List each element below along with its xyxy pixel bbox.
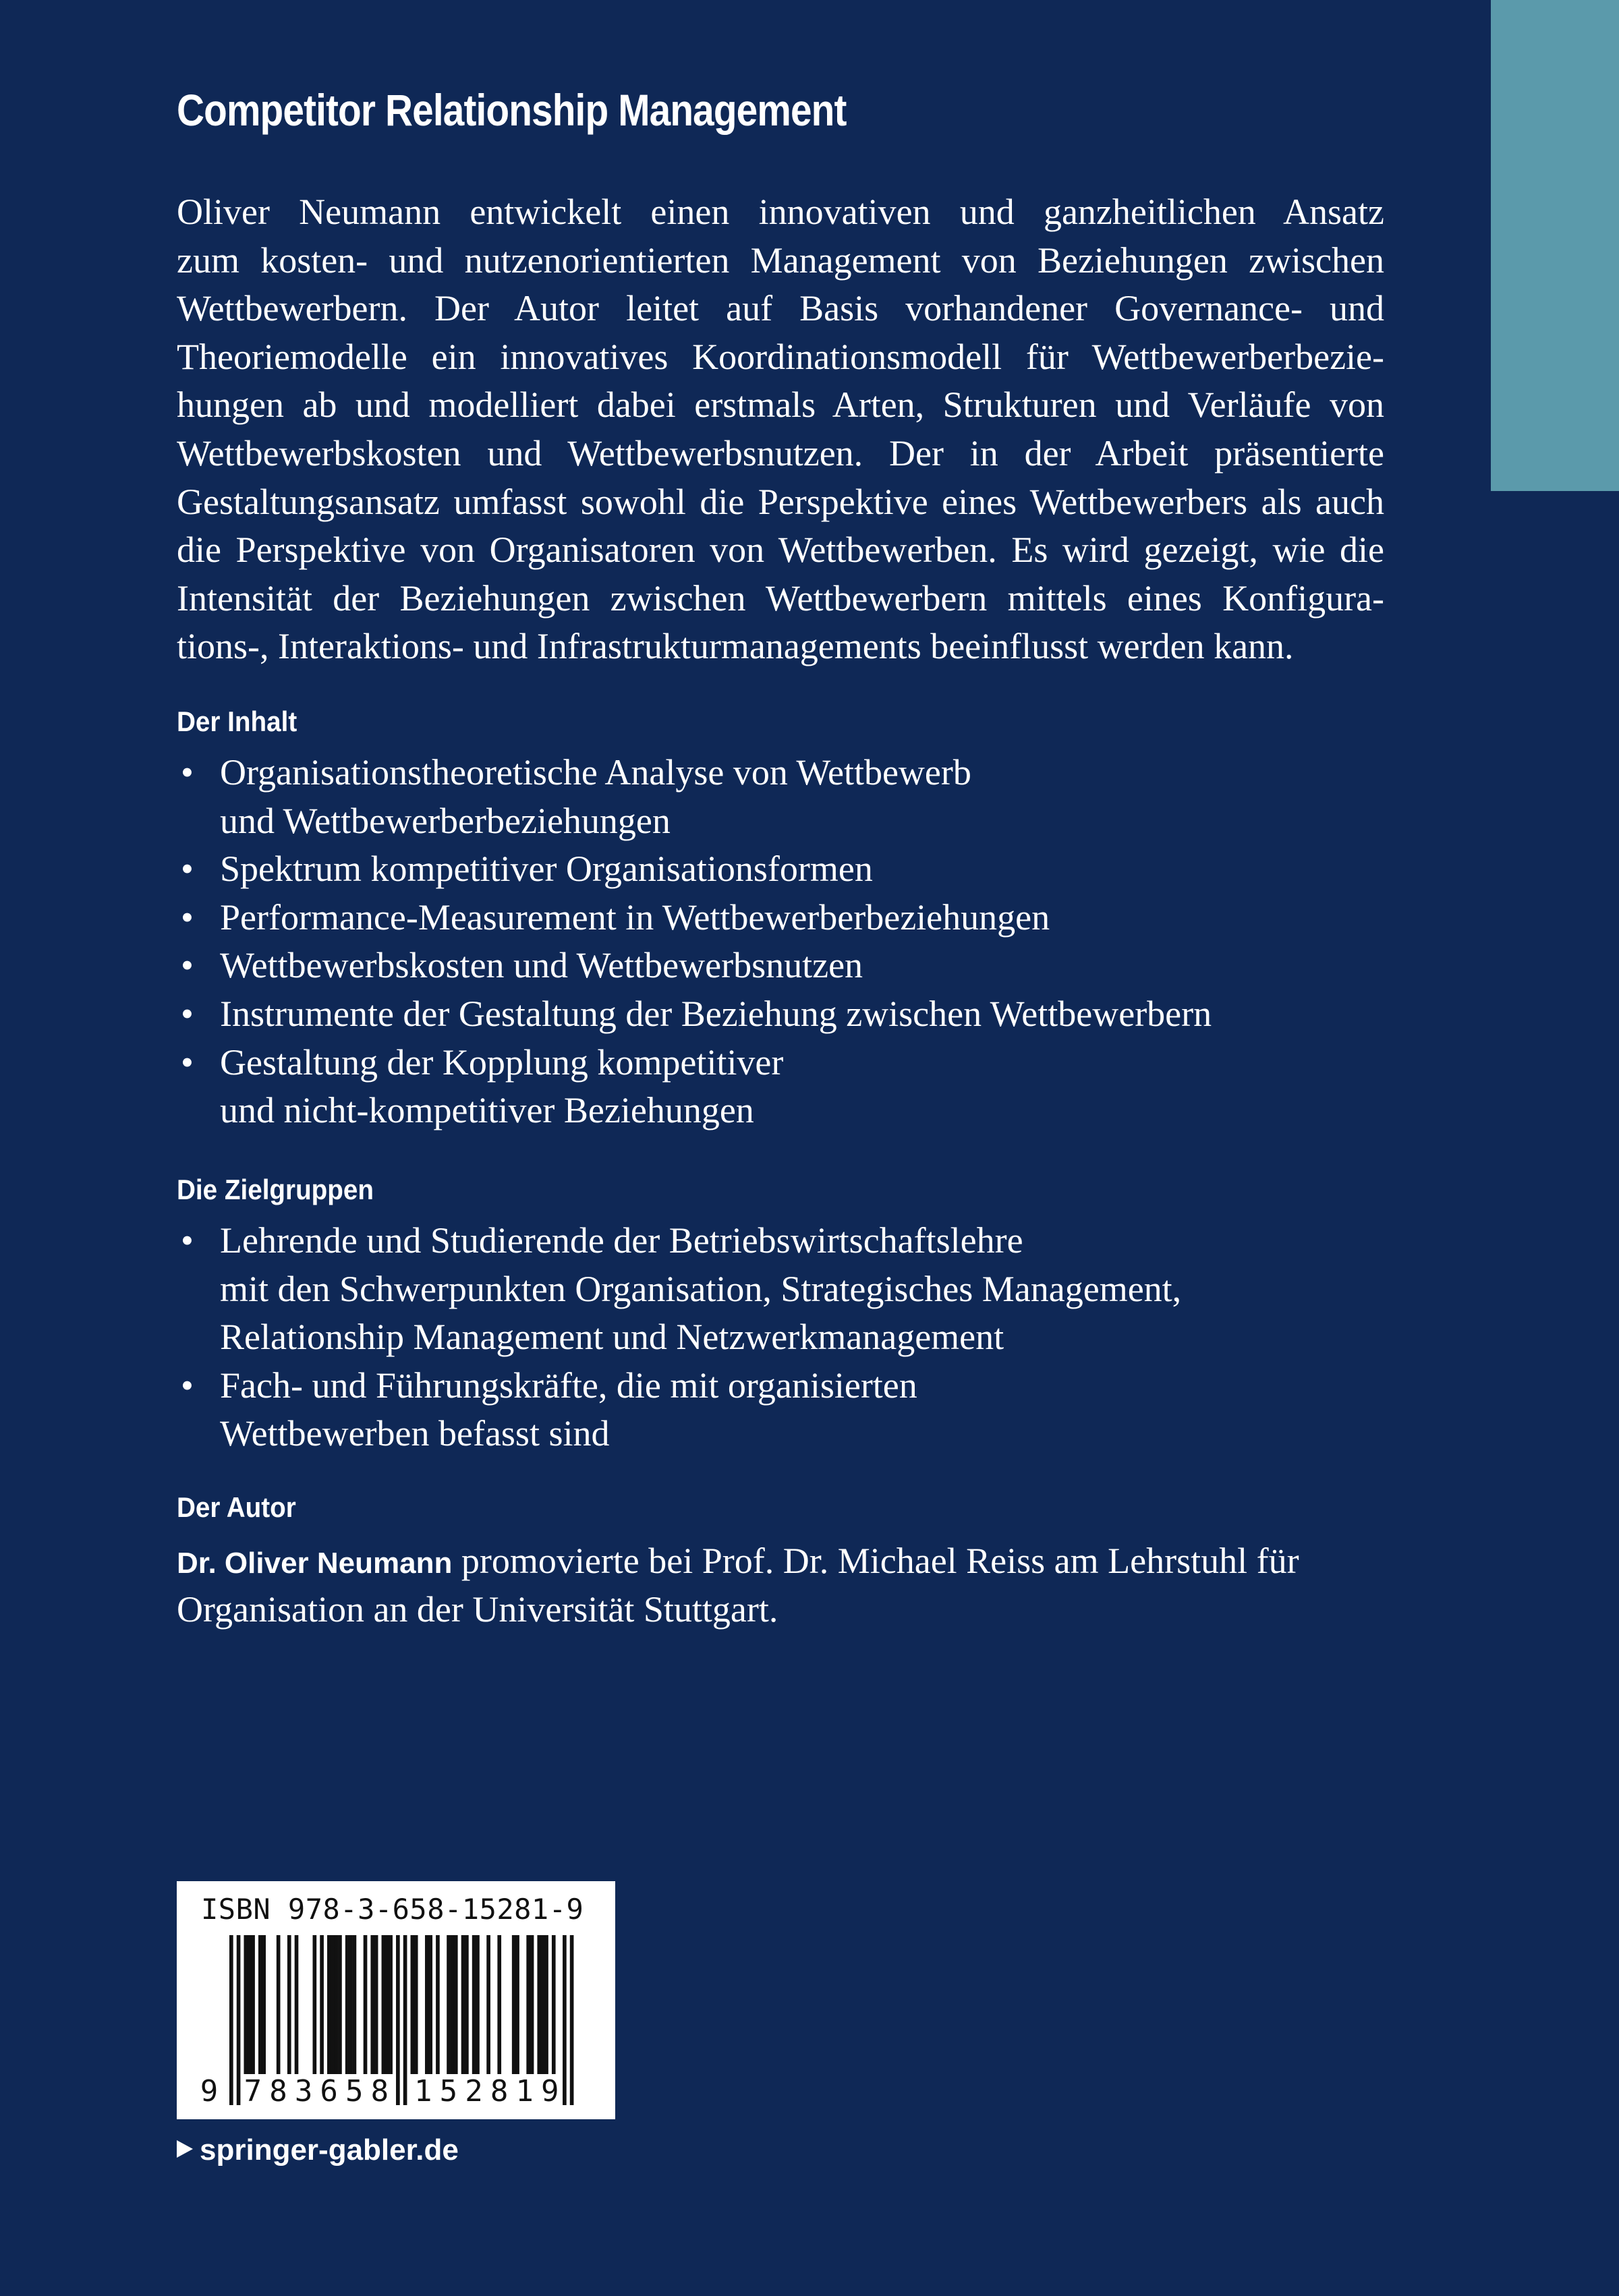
barcode-bar: [229, 1935, 233, 2105]
intro-line: Theoriemodelle ein innovatives Koordinationsmodell für Wettbewerberbezie-: [177, 336, 1384, 377]
barcode-bar: [461, 1935, 465, 2074]
barcode-bar: [396, 1935, 400, 2105]
barcode-bar: [436, 1935, 440, 2074]
barcode-digit: 3: [294, 2074, 313, 2108]
list-item: [177, 1362, 1458, 1458]
barcode-bar: [382, 1935, 386, 2074]
list-item-line: und Wettbewerberbeziehungen: [220, 800, 671, 841]
list-item-line: Wettbewerben befasst sind: [220, 1413, 610, 1454]
barcode-bar: [345, 1935, 349, 2074]
barcode-bar: [472, 1935, 476, 2074]
barcode-bar: [258, 1935, 262, 2074]
barcode-bar: [454, 1935, 458, 2074]
list-item: [177, 894, 1458, 942]
barcode-bar: [244, 1935, 248, 2074]
barcode-bar: [374, 1935, 378, 2074]
bullet-icon: •: [181, 993, 194, 1034]
barcode-digit: 5: [345, 2074, 364, 2108]
barcode-bar: [389, 1935, 393, 2074]
intro-line: zum kosten- und nutzenorientierten Management von Beziehungen zwischen: [177, 239, 1384, 281]
list-item-line: Lehrende und Studierende der Betriebswirtschaftslehre: [220, 1220, 1023, 1261]
bullet-icon: •: [181, 1220, 194, 1261]
list-item-line: Gestaltung der Kopplung kompetitiver: [220, 1041, 784, 1083]
list-item-line: Performance-Measurement in Wettbewerberbeziehungen: [220, 896, 1050, 938]
barcode-bar: [327, 1935, 331, 2074]
intro-line: die Perspektive von Organisatoren von Wettbewerben. Es wird gezeigt, wie die: [177, 529, 1384, 571]
barcode-digit: 8: [370, 2074, 389, 2108]
bullet-icon: •: [181, 896, 194, 938]
author-name: Dr. Oliver Neumann: [177, 1547, 453, 1580]
list-item-line: Instrumente der Gestaltung der Beziehung zwischen Wettbewerbern: [220, 993, 1212, 1034]
barcode-bar: [385, 1935, 389, 2074]
barcode-bar: [248, 1935, 252, 2074]
barcode-bar: [512, 1935, 516, 2074]
intro-line: Oliver Neumann entwickelt einen innovativen und ganzheitlichen Ansatz: [177, 192, 1384, 232]
barcode-bar: [428, 1935, 432, 2074]
barcode-digit: 6: [320, 2074, 338, 2108]
barcode-digit: 9: [200, 2074, 219, 2108]
arrow-right-icon: [177, 2140, 193, 2158]
intro-line: Wettbewerbskosten und Wettbewerbsnutzen. Der in der Arbeit präsentierte: [177, 432, 1384, 473]
barcode-bar: [570, 1935, 574, 2105]
isbn-label: ISBN 978-3-658-15281-9: [201, 1893, 584, 1926]
list-item: [177, 942, 1458, 990]
author-bio-line1: promovierte bei Prof. Dr. Michael Reiss am Lehrstuhl für: [452, 1541, 1299, 1581]
barcode-digit: 1: [414, 2074, 432, 2108]
barcode-bar: [349, 1935, 353, 2074]
barcode-bars: [177, 1881, 615, 2119]
list-item: [177, 845, 1458, 894]
barcode-bar: [313, 1935, 317, 2074]
book-title: Competitor Relationship Management: [177, 85, 847, 135]
barcode-bar: [237, 1935, 241, 2105]
author-bio: [177, 1537, 1458, 1634]
barcode-bar: [552, 1935, 556, 2074]
list-item-line: Wettbewerbskosten und Wettbewerbsnutzen: [220, 945, 863, 986]
barcode-bar: [476, 1935, 480, 2074]
list-item-line: Fach- und Führungskräfte, die mit organisierten: [220, 1365, 917, 1406]
list-item-line: und nicht-kompetitiver Beziehungen: [220, 1090, 754, 1131]
barcode-bar: [277, 1935, 281, 2074]
intro-paragraph: [177, 188, 1384, 671]
barcode-bar: [515, 1935, 519, 2074]
barcode-bar: [364, 1935, 368, 2074]
barcode-digit: 7: [244, 2074, 262, 2108]
barcode-bar: [526, 1935, 530, 2074]
list-item-line: Organisationstheoretische Analyse von Wettbewerb: [220, 752, 971, 793]
list-item-line: mit den Schwerpunkten Organisation, Strategisches Management,: [220, 1268, 1182, 1309]
barcode-bar: [537, 1935, 541, 2074]
barcode-bar: [447, 1935, 451, 2074]
barcode-bar: [425, 1935, 429, 2074]
accent-stripe: [1491, 0, 1619, 491]
barcode-bar: [353, 1935, 357, 2074]
barcode-bar: [497, 1935, 501, 2074]
list-item: [177, 1039, 1458, 1135]
intro-line: Intensität der Beziehungen zwischen Wettbewerbern mittels eines Konfigura-: [177, 577, 1384, 619]
heading-autor: Der Autor: [177, 1491, 296, 1523]
list-item: [177, 749, 1458, 845]
bullet-icon: •: [181, 1365, 194, 1406]
list-item: [177, 990, 1458, 1039]
barcode-bar: [287, 1935, 291, 2074]
barcode-digit: 5: [439, 2074, 458, 2108]
barcode-bar: [295, 1935, 299, 2074]
list-item-line: Relationship Management und Netzwerkmanagement: [220, 1317, 1004, 1358]
author-bio-line2: Organisation an der Universität Stuttgart.: [177, 1588, 778, 1630]
list-item-line: Spektrum kompetitiver Organisationsformen: [220, 849, 873, 890]
barcode-digit: 1: [515, 2074, 534, 2108]
barcode-bar: [465, 1935, 469, 2074]
barcode-bar: [331, 1935, 335, 2074]
barcode-digit: 9: [540, 2074, 559, 2108]
barcode-bar: [451, 1935, 455, 2074]
barcode-bar: [411, 1935, 415, 2074]
barcode-bar: [335, 1935, 339, 2074]
isbn-barcode: [177, 1881, 615, 2119]
heading-inhalt: Der Inhalt: [177, 706, 297, 737]
intro-line: tions-, Interaktions- und Infrastrukturmanagements beeinflusst werden kann.: [177, 626, 1294, 667]
intro-line: Wettbewerbern. Der Autor leitet auf Basis vorhandener Governance- und: [177, 288, 1384, 329]
bullet-icon: •: [181, 945, 194, 986]
barcode-bar: [530, 1935, 534, 2074]
zielgruppen-list: [177, 1217, 1458, 1458]
barcode-bar: [251, 1935, 255, 2074]
barcode-bar: [486, 1935, 490, 2074]
barcode-digit: 2: [465, 2074, 483, 2108]
barcode-bar: [563, 1935, 567, 2105]
bullet-icon: •: [181, 752, 194, 793]
barcode-bar: [262, 1935, 266, 2074]
barcode-bar: [320, 1935, 324, 2074]
intro-line: Gestaltungsansatz umfasst sowohl die Perspektive eines Wettbewerbers als auch: [177, 481, 1384, 522]
bullet-icon: •: [181, 849, 194, 890]
list-item: [177, 1217, 1458, 1362]
intro-line: hungen ab und modelliert dabei erstmals Arten, Strukturen und Verläufe von: [177, 384, 1384, 426]
bullet-icon: •: [181, 1041, 194, 1083]
publisher-website[interactable]: [177, 2131, 459, 2169]
barcode-bar: [544, 1935, 548, 2074]
barcode-bar: [541, 1935, 545, 2074]
heading-zielgruppen: Die Zielgruppen: [177, 1174, 374, 1205]
website-label: springer-gabler.de: [200, 2133, 459, 2166]
barcode-digit: 8: [269, 2074, 287, 2108]
barcode-bar: [370, 1935, 374, 2074]
inhalt-list: [177, 749, 1458, 1135]
barcode-bar: [338, 1935, 342, 2074]
barcode-digit: 8: [490, 2074, 509, 2108]
barcode-bar: [403, 1935, 407, 2105]
barcode-bar: [414, 1935, 418, 2074]
